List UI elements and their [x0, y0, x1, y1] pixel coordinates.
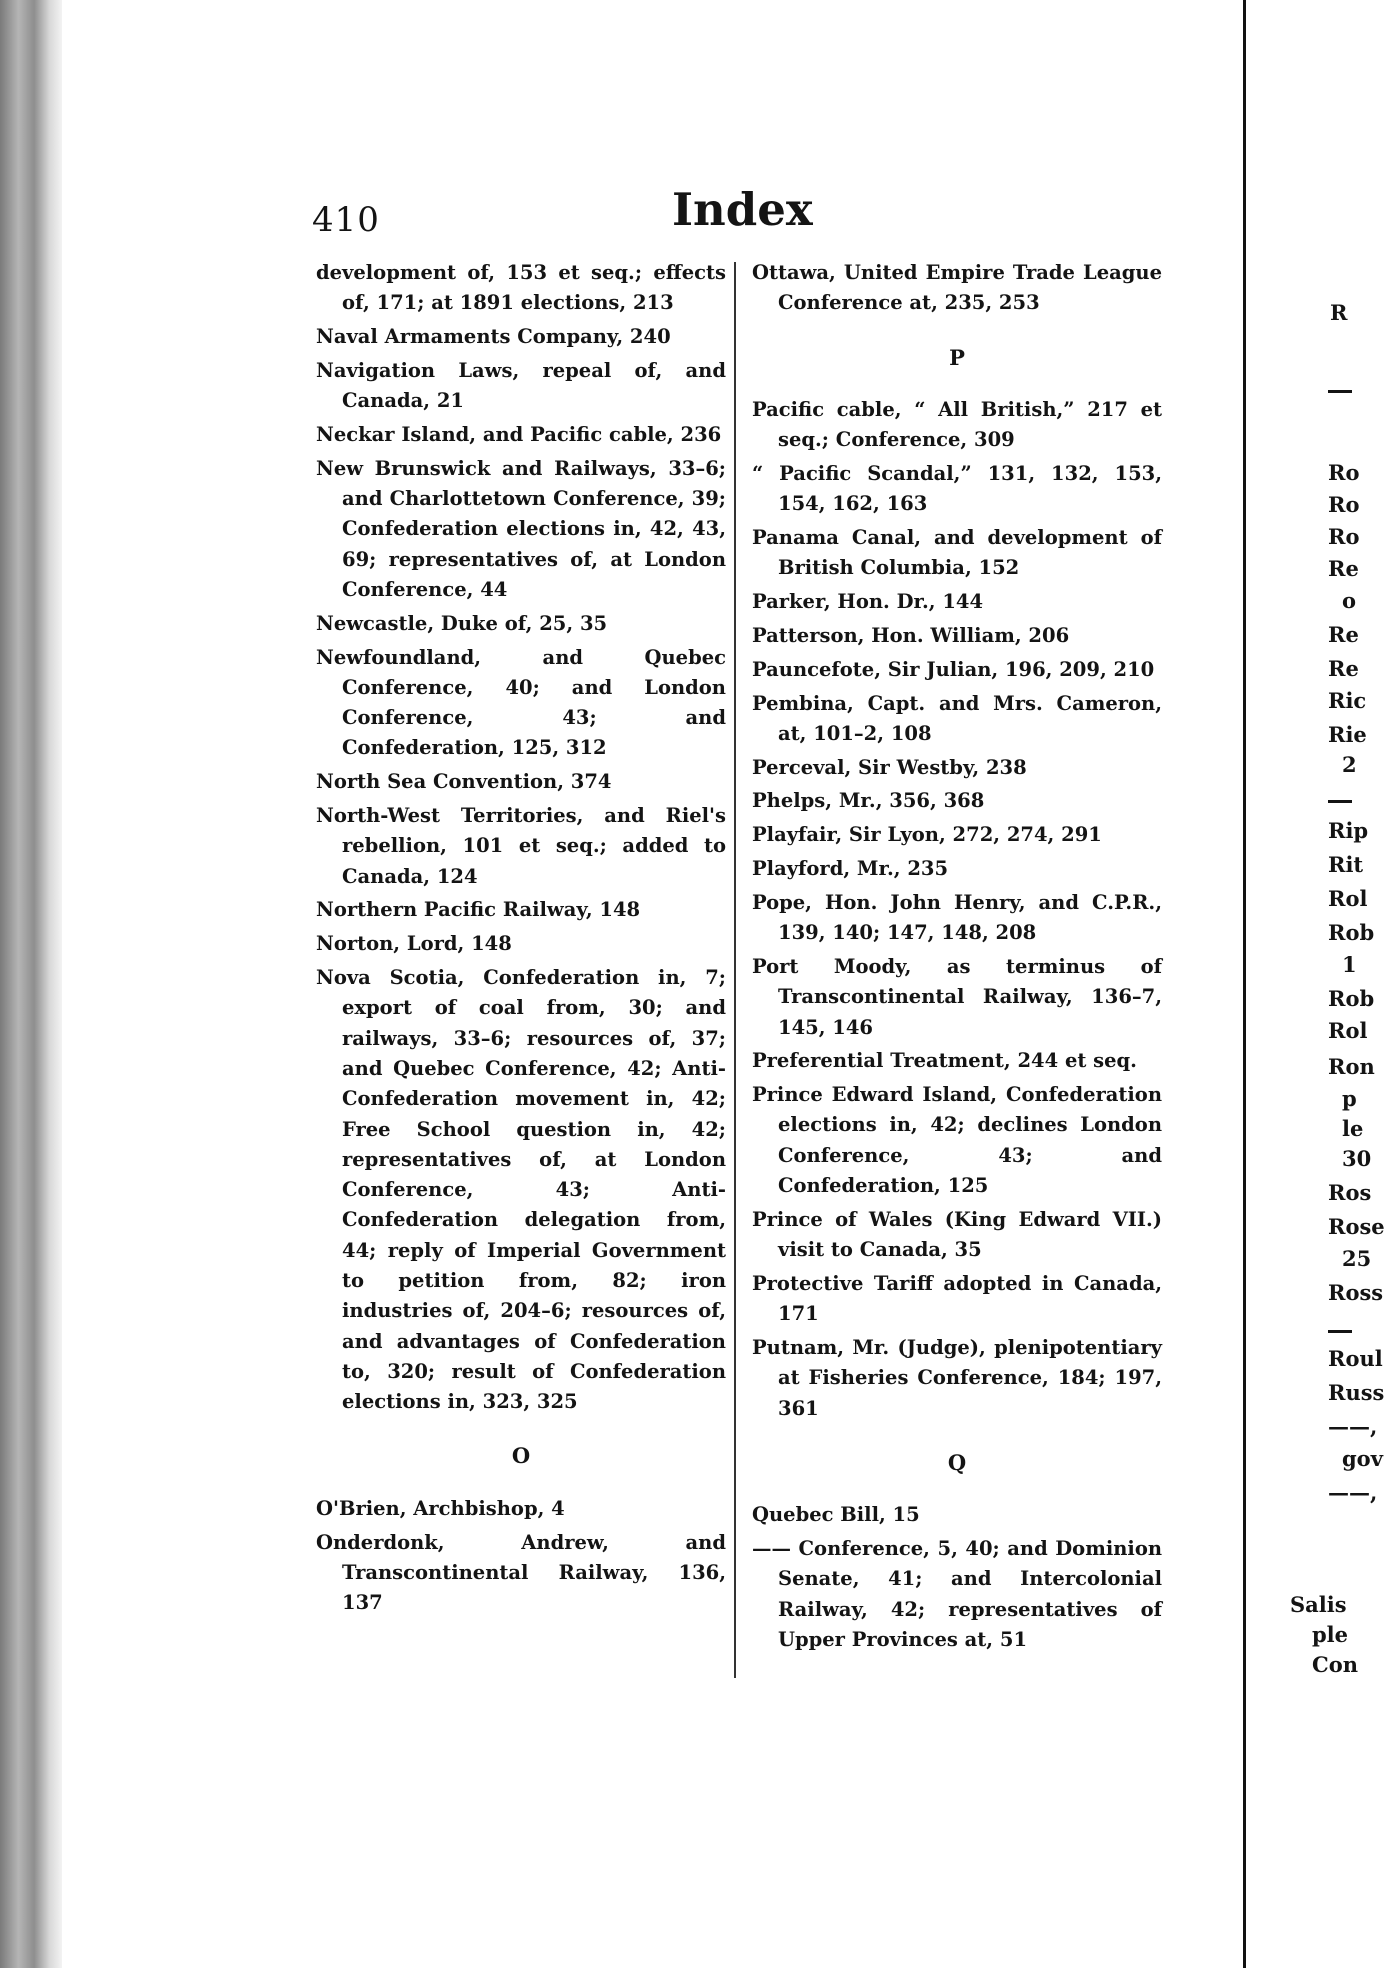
index-column-left	[316, 258, 726, 1622]
index-entry: Naval Armaments Company, 240	[316, 325, 671, 349]
adjacent-page-rule	[1328, 1330, 1352, 1333]
adjacent-page-fragment: Ron	[1328, 1054, 1375, 1079]
column-divider	[734, 262, 736, 1678]
index-entry: Norton, Lord, 148	[316, 932, 512, 956]
adjacent-page-fragment: le	[1342, 1116, 1364, 1141]
adjacent-page-fragment: 2	[1342, 752, 1357, 777]
adjacent-page-fragment: o	[1342, 588, 1357, 613]
index-entry: North Sea Convention, 374	[316, 770, 612, 794]
adjacent-page-fragment: p	[1342, 1086, 1357, 1111]
index-entry: Prince Edward Island, Confederation elections in, 42; declines London Conference, 43; and Confederation, 125	[752, 1083, 1162, 1198]
adjacent-page-fragment: Ro	[1328, 492, 1360, 517]
index-entry: New Brunswick and Railways, 33–6; and Charlottetown Conference, 39; Confederation elections in, 42, 43, 69; representatives of, at London Conference, 44	[316, 456, 726, 601]
adjacent-page-fragment: Ros	[1328, 1180, 1372, 1205]
index-entry: Prince of Wales (King Edward VII.) visit to Canada, 35	[752, 1207, 1162, 1262]
index-entry: —— Conference, 5, 40; and Dominion Senate, 41; and Intercolonial Railway, 42; representatives of Upper Provinces at, 51	[752, 1536, 1162, 1651]
adjacent-page-fragment: Rip	[1328, 818, 1369, 843]
adjacent-page-fragment: Russ	[1328, 1380, 1385, 1405]
adjacent-page-fragment: Rie	[1328, 722, 1367, 747]
adjacent-page-strip	[1246, 0, 1385, 1968]
adjacent-page-fragment: ple	[1312, 1622, 1349, 1647]
index-entry: development of, 153 et seq.; effects of, 171; at 1891 elections, 213	[316, 261, 726, 315]
adjacent-page-fragment: Re	[1328, 556, 1359, 581]
adjacent-page-rule	[1328, 390, 1352, 393]
adjacent-page-fragment: Rose	[1328, 1214, 1385, 1239]
adjacent-page-fragment: Ross	[1328, 1280, 1384, 1305]
adjacent-page-fragment: Rob	[1328, 986, 1375, 1011]
section-letter-p: P	[949, 344, 965, 370]
index-entry: Patterson, Hon. William, 206	[752, 623, 1070, 647]
index-entry: Protective Tariff adopted in Canada, 171	[752, 1271, 1162, 1326]
index-entry: Neckar Island, and Pacific cable, 236	[316, 422, 722, 446]
section-letter-q: Q	[947, 1449, 967, 1475]
adjacent-page-fragment: Ro	[1328, 524, 1360, 549]
index-entry: Pembina, Capt. and Mrs. Cameron, at, 101–2, 108	[752, 691, 1162, 745]
adjacent-page-fragment: 25	[1342, 1246, 1372, 1271]
index-entry: Putnam, Mr. (Judge), plenipotentiary at Fisheries Conference, 184; 197, 361	[752, 1336, 1162, 1420]
section-letter-o: O	[511, 1443, 531, 1469]
index-entry: Nova Scotia, Confederation in, 7; export of coal from, 30; and railways, 33–6; resources of, 37; and Quebec Conference, 42; Anti-Confederation movement in, 42; Free School question in, 42; representatives of, at London Conference, 43; Anti-Confederation delegation from, 44; reply of Imperial Government to petition from, 82; iron industries of, 204–6; resources of, and advantages of Confederation to, 320; result of Confederation elections in, 323, 325	[316, 966, 726, 1414]
index-entry: Playfair, Sir Lyon, 272, 274, 291	[752, 823, 1102, 847]
adjacent-page-fragment: R	[1330, 300, 1348, 325]
adjacent-page-fragment: 1	[1342, 952, 1357, 977]
index-entry: “ Pacific Scandal,” 131, 132, 153, 154, 162, 163	[752, 461, 1162, 516]
adjacent-page-fragment: Roul	[1328, 1346, 1383, 1371]
index-entry: Pacific cable, “ All British,” 217 et seq.; Conference, 309	[752, 397, 1162, 452]
adjacent-page-fragment: Rit	[1328, 852, 1364, 877]
index-entry: Pope, Hon. John Henry, and C.P.R., 139, 140; 147, 148, 208	[752, 890, 1162, 945]
index-entry: Ottawa, United Empire Trade League Conference at, 235, 253	[752, 261, 1162, 315]
adjacent-page-fragment: ——,	[1328, 1480, 1378, 1505]
index-entry: Playford, Mr., 235	[752, 857, 949, 881]
adjacent-page-fragment: Rol	[1328, 886, 1368, 911]
index-entry: Preferential Treatment, 244 et seq.	[752, 1049, 1137, 1073]
adjacent-page-fragment: Rol	[1328, 1018, 1368, 1043]
index-entry: Newcastle, Duke of, 25, 35	[316, 611, 608, 635]
adjacent-page-fragment: Ro	[1328, 460, 1360, 485]
index-entry: O'Brien, Archbishop, 4	[316, 1496, 565, 1520]
index-entry: Perceval, Sir Westby, 238	[752, 755, 1027, 779]
adjacent-page-fragment: Rob	[1328, 920, 1375, 945]
index-entry: North-West Territories, and Riel's rebellion, 101 et seq.; added to Canada, 124	[316, 804, 726, 888]
index-entry: Phelps, Mr., 356, 368	[752, 789, 985, 813]
index-entry: Pauncefote, Sir Julian, 196, 209, 210	[752, 657, 1155, 681]
adjacent-page-fragment: Con	[1312, 1652, 1358, 1677]
adjacent-page-fragment: ——,	[1328, 1414, 1378, 1439]
index-entry: Port Moody, as terminus of Transcontinental Railway, 136–7, 145, 146	[752, 954, 1162, 1039]
index-entry: Parker, Hon. Dr., 144	[752, 590, 984, 614]
book-binding-edge	[0, 0, 62, 1968]
page-number: 410	[312, 200, 380, 240]
index-entry: Quebec Bill, 15	[752, 1503, 920, 1527]
adjacent-page-fragment: Ric	[1328, 688, 1367, 713]
index-entry: Navigation Laws, repeal of, and Canada, 21	[316, 358, 726, 413]
adjacent-page-fragment: 30	[1342, 1146, 1372, 1171]
adjacent-page-fragment: Re	[1328, 656, 1359, 681]
index-entry: Panama Canal, and development of British Columbia, 152	[752, 526, 1162, 580]
index-entry: Onderdonk, Andrew, and Transcontinental Railway, 136, 137	[316, 1530, 726, 1615]
adjacent-page-fragment: gov	[1342, 1446, 1383, 1471]
adjacent-page-fragment: Re	[1328, 622, 1359, 647]
adjacent-page-rule	[1328, 800, 1352, 803]
index-entry: Newfoundland, and Quebec Conference, 40; and London Conference, 43; and Confederation, 125, 312	[316, 645, 726, 760]
adjacent-page-fragment: Salis	[1290, 1592, 1347, 1617]
page-title: Index	[672, 183, 813, 236]
index-entry: Northern Pacific Railway, 148	[316, 898, 641, 922]
index-column-right	[752, 258, 1162, 1659]
